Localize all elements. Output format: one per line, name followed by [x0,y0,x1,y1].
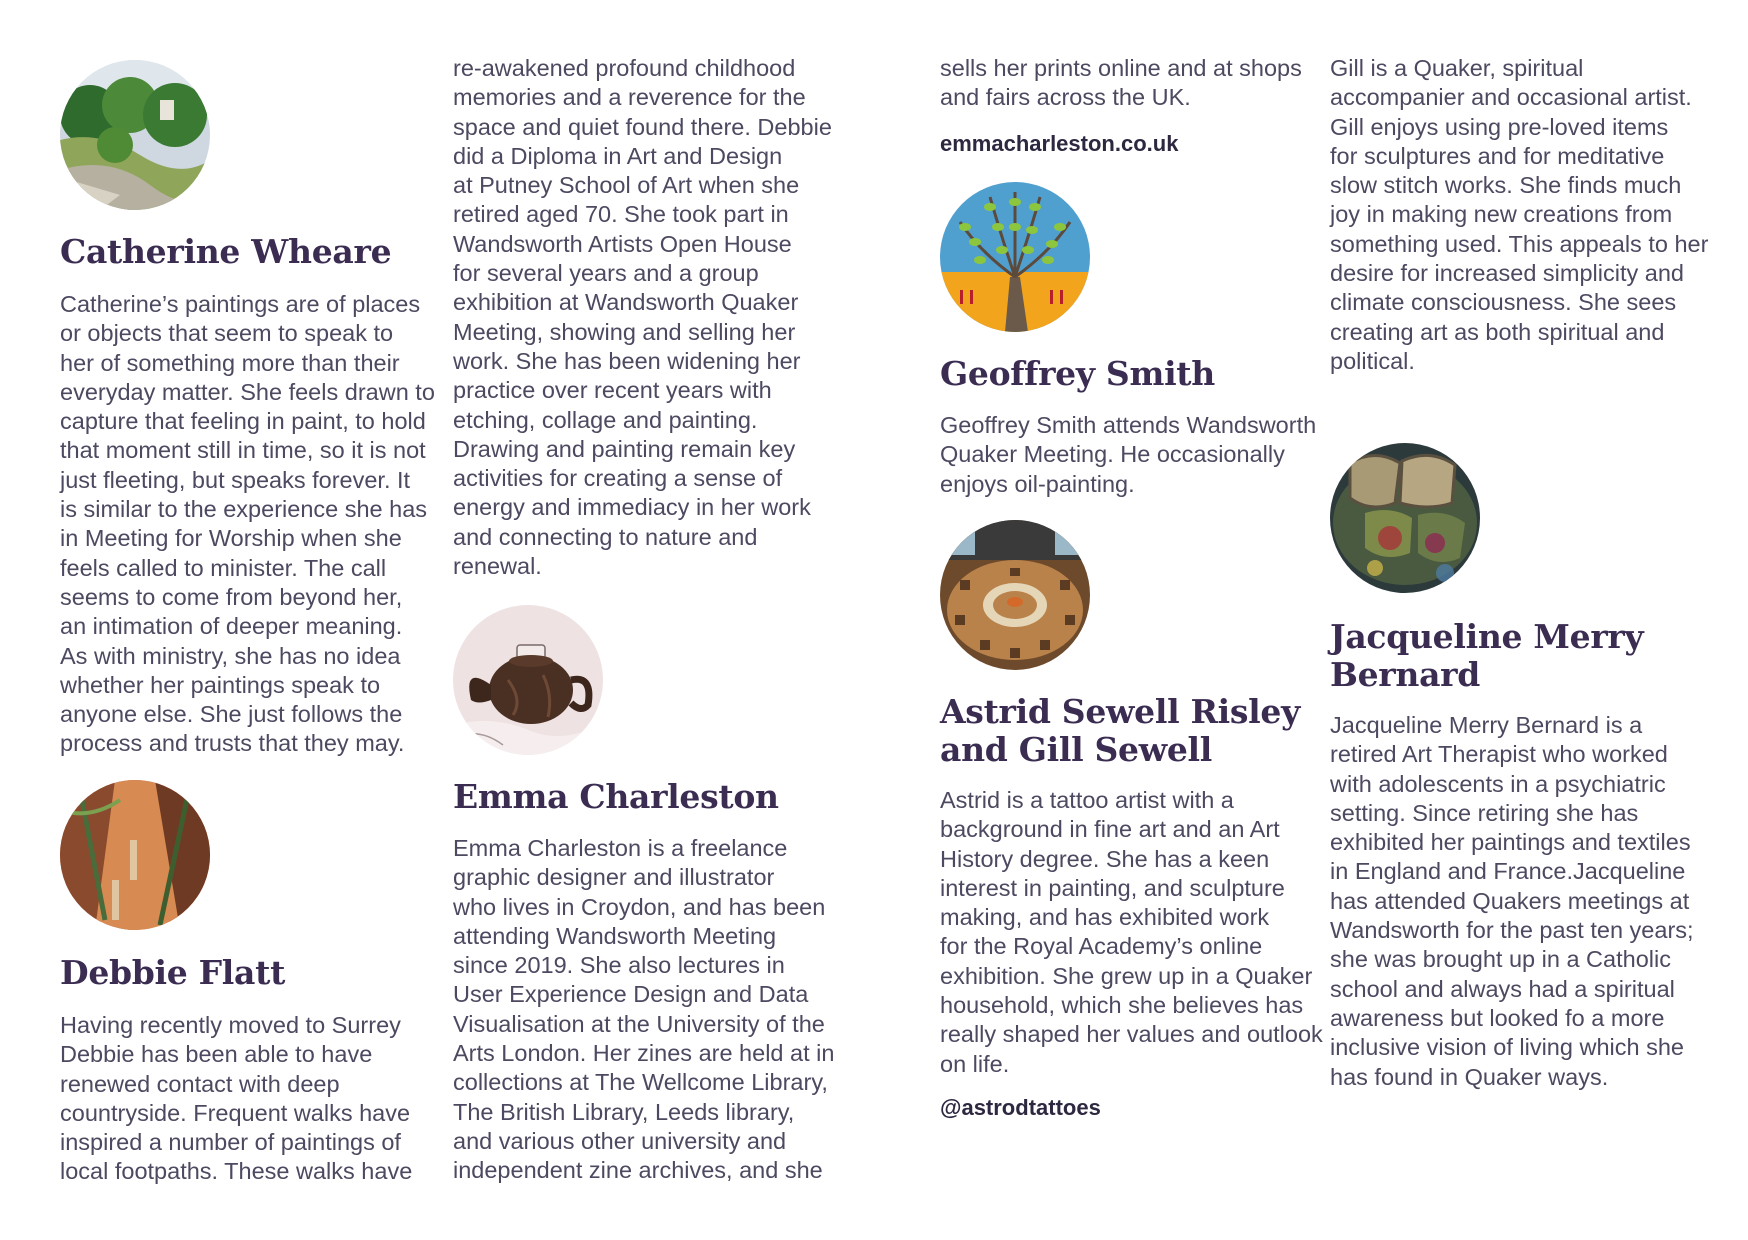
artist-bio-astrid-sewell-risley [940,786,1323,1079]
bio-line: has attended Quakers meetings at [1330,887,1690,914]
bio-line: her of something more than their [60,349,400,376]
bio-line: Having recently moved to Surrey [60,1012,401,1038]
bio-line: etching, collage and painting. [453,406,758,433]
bio-line: Astrid is a tattoo artist with a [940,787,1234,813]
bio-line: Emma Charleston is a freelance [453,835,788,861]
bio-line: school and always had a spiritual [1330,975,1675,1002]
bio-line: Geoffrey Smith attends Wandsworth [940,412,1317,438]
debbie-flatt-artwork-thumbnail [60,780,210,930]
bio-line: household, which she believes has [940,992,1304,1019]
footpath-painting-image [60,780,210,930]
bio-line: anyone else. She just follows the [60,701,403,728]
bio-line: Quaker Meeting. He occasionally [940,441,1285,468]
bio-line: work. She has been widening her [453,347,801,374]
name-line: Bernard [1330,655,1481,694]
bio-line: As with ministry, she has no idea [60,642,401,669]
artist-name-debbie-flatt: Debbie Flatt [60,953,286,992]
textile-abstract-image [1330,443,1480,593]
bio-line: activities for creating a sense of [453,465,783,492]
bio-line: making, and has exhibited work [940,904,1270,931]
bio-line: she was brought up in a Catholic [1330,946,1671,973]
bio-line: process and trusts that they may. [60,730,405,757]
landscape-painting-image [60,60,210,210]
geoffrey-smith-artwork-thumbnail [940,182,1090,332]
artist-name-jacqueline-merry-bernard [1330,618,1643,694]
artist-name-geoffrey-smith: Geoffrey Smith [940,354,1215,393]
bio-line: enjoys oil-painting. [940,470,1135,497]
astrid-instagram-handle-link[interactable]: @astrodtattoes [940,1095,1101,1120]
artist-bio-catherine-wheare [60,290,435,759]
bio-line: or objects that seem to speak to [60,320,394,347]
bio-line: whether her paintings speak to [60,671,381,698]
bio-line: climate consciousness. She sees [1330,289,1677,316]
bio-line: Visualisation at the University of the [453,1010,825,1037]
bio-line: in Meeting for Worship when she [60,525,402,552]
bio-line: inspired a number of paintings of [60,1129,401,1156]
bio-line: accompanier and occasional artist. [1330,84,1692,111]
bio-line: independent zine archives, and she [453,1157,823,1184]
bio-line: and connecting to nature and [453,523,758,550]
bio-line: practice over recent years with [453,377,772,404]
name-line: Astrid Sewell Risley [940,692,1300,731]
bio-line: attending Wandsworth Meeting [453,922,777,949]
bio-line: slow stitch works. She finds much [1330,172,1682,199]
jacqueline-merry-bernard-artwork-thumbnail [1330,443,1480,593]
bio-line: Jacqueline Merry Bernard is a [1330,712,1643,738]
bio-line: at Putney School of Art when she [453,172,800,199]
bio-line: Gill is a Quaker, spiritual [1330,55,1584,81]
bio-line: something used. This appeals to her [1330,230,1709,257]
bio-line: with adolescents in a psychiatric [1330,770,1666,797]
name-line: Jacqueline Merry [1330,617,1644,656]
bio-line: space and quiet found there. Debbie [453,113,832,140]
artist-bio-geoffrey-smith [940,411,1316,499]
artist-name-astrid-gill-sewell [940,693,1300,769]
bio-line: really shaped her values and outlook [940,1021,1323,1048]
bio-line: background in fine art and an Art [940,816,1280,843]
bio-line: who lives in Croydon, and has been [453,893,826,920]
bio-line: an intimation of deeper meaning. [60,613,403,640]
bio-line: for sculptures and for meditative [1330,142,1665,169]
bio-line: renewed contact with deep [60,1070,340,1097]
bio-line: did a Diploma in Art and Design [453,142,783,169]
bio-line: Wandsworth for the past ten years; [1330,917,1694,944]
bio-line: energy and immediacy in her work [453,494,811,521]
artist-bio-debbie-flatt-part1 [60,1011,412,1187]
bio-line: joy in making new creations from [1330,201,1673,228]
artist-name-catherine-wheare: Catherine Wheare [60,232,392,271]
artist-bio-jacqueline-merry-bernard [1330,711,1694,1092]
bio-line: exhibited her paintings and textiles [1330,829,1691,856]
bio-line: exhibition. She grew up in a Quaker [940,962,1313,989]
emma-charleston-website-link[interactable]: emmacharleston.co.uk [940,131,1179,156]
bio-line: political. [1330,347,1415,374]
bio-line: setting. Since retiring she has [1330,799,1639,826]
name-line: and Gill Sewell [940,730,1213,769]
meeting-room-photo-image [940,520,1090,670]
bio-line: Arts London. Her zines are held at in [453,1040,835,1067]
bio-line: just fleeting, but speaks forever. It [60,466,411,493]
bio-line: since 2019. She also lectures in [453,952,785,979]
bio-line: collections at The Wellcome Library, [453,1069,828,1096]
bio-line: has found in Quaker ways. [1330,1063,1609,1090]
bio-line: for several years and a group [453,260,759,287]
artist-name-emma-charleston: Emma Charleston [453,777,779,816]
bio-line: awareness but looked fo a more [1330,1004,1665,1031]
bio-line: User Experience Design and Data [453,981,809,1008]
bio-line: feels called to minister. The call [60,554,387,581]
bio-line: inclusive vision of living which she [1330,1034,1684,1061]
bio-line: is similar to the experience she has [60,496,428,523]
artist-bio-debbie-flatt-part2 [453,54,832,581]
bio-line: renewal. [453,553,542,580]
bio-line: on life. [940,1050,1010,1077]
bio-line: Catherine’s paintings are of places [60,291,421,317]
bio-line: and various other university and [453,1127,787,1154]
tree-painting-image [940,182,1090,332]
artist-bio-emma-charleston-part2 [940,54,1302,113]
bio-line: everyday matter. She feels drawn to [60,378,435,405]
bio-line: creating art as both spiritual and [1330,318,1665,345]
bio-line: memories and a reverence for the [453,84,806,111]
bio-line: that moment still in time, so it is not [60,437,426,464]
bio-line: capture that feeling in paint, to hold [60,408,426,435]
bio-line: graphic designer and illustrator [453,864,775,891]
bio-line: in England and France.Jacqueline [1330,858,1686,885]
catherine-wheare-artwork-thumbnail [60,60,210,210]
bio-line: re-awakened profound childhood [453,55,796,81]
bio-line: Gill enjoys using pre-loved items [1330,113,1669,140]
bio-line: seems to come from beyond her, [60,583,403,610]
bio-line: for the Royal Academy’s online [940,933,1263,960]
bio-line: exhibition at Wandsworth Quaker [453,289,799,316]
bio-line: retired Art Therapist who worked [1330,741,1668,768]
astrid-gill-sewell-artwork-thumbnail [940,520,1090,670]
teapot-illustration-image [453,605,603,755]
bio-line: retired aged 70. She took part in [453,201,789,228]
artist-bio-emma-charleston-part1 [453,834,834,1186]
bio-line: Drawing and painting remain key [453,435,796,462]
bio-line: interest in painting, and sculpture [940,874,1285,901]
bio-line: The British Library, Leeds library, [453,1098,795,1125]
artist-bio-gill-sewell [1330,54,1708,376]
bio-line: Meeting, showing and selling her [453,318,796,345]
bio-line: local footpaths. These walks have [60,1158,413,1185]
bio-line: Wandsworth Artists Open House [453,230,792,257]
bio-line: and fairs across the UK. [940,84,1191,111]
bio-line: sells her prints online and at shops [940,55,1302,81]
bio-line: desire for increased simplicity and [1330,260,1684,287]
emma-charleston-artwork-thumbnail [453,605,603,755]
bio-line: Debbie has been able to have [60,1041,373,1068]
bio-line: History degree. She has a keen [940,845,1270,872]
bio-line: countryside. Frequent walks have [60,1099,411,1126]
